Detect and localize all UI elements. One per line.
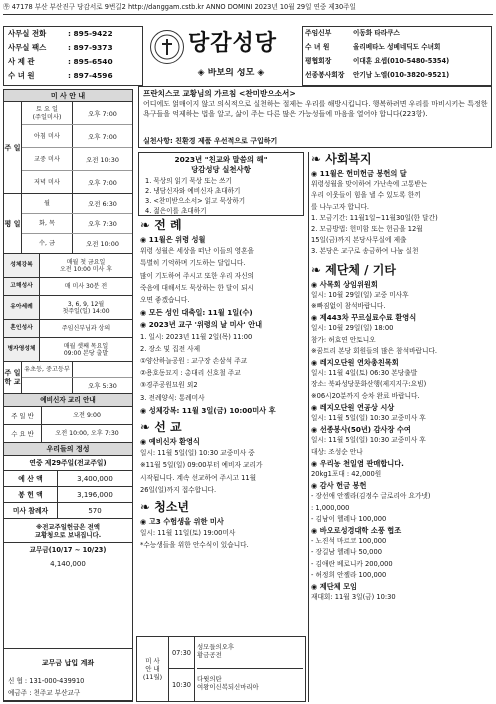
patron-value: 이동화 타라쿠스 [353, 29, 400, 37]
section-line: ◉ 2023년 교구 '위령의 날 미사' 안내 [140, 320, 263, 330]
section-heading: ❧ 전 례 [140, 218, 182, 232]
contact-block [3, 26, 143, 86]
mass-day: 유초등, 중고등부 [24, 366, 70, 374]
section-line: 2. 장소 및 집전 사제 [140, 344, 201, 353]
offering-label: 미사 참례자 [4, 503, 58, 519]
section-line: ◉ 제단체 모임 [311, 582, 357, 591]
title-block [146, 26, 300, 86]
patron-label: 선종봉사회장 [305, 71, 345, 79]
mass-time: 오후 7:00 [72, 171, 132, 194]
offering-subheading: 연중 제29주일(전교주일) [29, 459, 107, 467]
contact-value: : 895-6540 [68, 57, 113, 66]
offering-label: 봉 헌 액 [4, 487, 58, 503]
catechumen-day: 수 요 반 [4, 425, 42, 443]
pope-action: 실천사항: 친환경 제품 우선적으로 구입하기 [143, 137, 278, 145]
header-line: ㉾ 47178 부산 부산진구 당감서로 9번길2 http://danggam.cstb.kr ANNO DOMINI 2023년 10월 29일 연중 제30주일 [3, 3, 493, 15]
practice-item: 2. 냉담신자와 예비신자 초대하기 [145, 187, 241, 195]
section-line: 많이 기도하여 주시고 또한 우리 자신의 [140, 271, 254, 280]
section-line: ◉ 예비신자 환영식 [140, 437, 200, 446]
catechumen-time: 오전 9:00 [73, 412, 101, 419]
mass-other-label: 고해성사 [4, 278, 40, 296]
intention-time: 07:30 [169, 637, 195, 669]
offering-value: 3,400,000 [77, 475, 113, 483]
section-line: ◉ 사목회 상임위원회 [311, 279, 378, 289]
cross-icon [154, 34, 180, 60]
section-line: ◉ 11월은 위령 성월 [140, 235, 206, 244]
mass-day [22, 378, 72, 394]
section-line: 3. 전례양식: 통례미사 [140, 393, 205, 402]
contact-value: : 895-9422 [68, 29, 113, 38]
offering-value: 570 [88, 507, 102, 515]
mass-day: 아침 미사 [34, 132, 60, 140]
offering-value: 3,196,000 [77, 491, 113, 499]
section-line: 위령 성월은 세상을 떠난 이들의 영혼을 [140, 247, 254, 256]
section-line: ◉ 우리농 천일염 판매합니다. [311, 458, 404, 468]
page-title: 당감성당 [188, 31, 278, 56]
section-line: 2. 모금방법: 헌미함 또는 헌금을 12월 [311, 225, 423, 233]
mass-day: 저녁 미사 [34, 178, 60, 186]
intention-time: 10:30 [169, 669, 195, 701]
section-line: - 장길남 헬레나 50,000 [311, 548, 382, 557]
patron-value: 안기남 노엘(010-3820-9521) [353, 71, 450, 79]
section-line: *수능생들을 위한 안수식이 있습니다. [140, 541, 249, 550]
practice-item: 4. 젊은이를 초대하기 [145, 207, 207, 215]
section-line: - 김남이 헬레나 100,000 [311, 514, 387, 523]
section-line: 를 나누고자 합니다. [311, 202, 370, 211]
period-value: 4,140,000 [50, 560, 86, 568]
section-line: ◉ 모든 성인 대축일: 11월 1일(수) [140, 308, 253, 318]
account-heading: 교무금 납입 계좌 [41, 659, 95, 667]
mass-time: 오전 6:30 [72, 194, 132, 214]
section-line: ◉ 고3 수험생을 위한 미사 [140, 517, 224, 526]
mass-other-label: 병자영성체 [4, 338, 40, 362]
offering-note: ※전교주일헌금은 전액 교황청으로 보내집니다. [34, 523, 102, 539]
section-line: 오면 좋겠습니다. [140, 296, 190, 304]
section-heading: ❧ 제단체 / 기타 [311, 262, 396, 277]
section-line: 재대회: 11월 3일(금) 10:30 [311, 593, 396, 602]
section-line: 장소: 북파성당문화산행(제지지구:요빔) [311, 380, 427, 389]
section-line: ◉ 레지오단원 연차총친목회 [311, 358, 399, 367]
section-line: 3. 본당은 교구로 송금하여 나눔 실천 [311, 247, 419, 256]
section-line: ◉ 바오로성경대학 소풍 협조 [311, 526, 402, 535]
mass-other-label: 혼인성사 [4, 320, 40, 338]
mass-other-value: 매월 첫 금요일 오전 10:00 미사 후 [60, 258, 112, 273]
account-box [3, 648, 133, 702]
patron-value: 올리베타노 성베네딕도 수녀회 [353, 43, 441, 51]
section-line: 특별히 기억하며 기도하는 달입니다. [140, 259, 246, 268]
section-line: ◉ 성체강복: 11월 3일(금) 10:00미사 후 [140, 405, 276, 415]
section-line: ③경주공원묘원 외2 [140, 381, 198, 390]
section-line: - 허정희 안젤라 100,000 [311, 570, 387, 579]
mass-other-value: 주임신부님과 상의 [61, 325, 111, 333]
mass-day: 월 [44, 200, 50, 208]
middle-column [138, 218, 306, 702]
section-line: - 노진석 마르코 100,000 [311, 537, 387, 546]
mass-time: 오후 5:30 [72, 378, 132, 394]
section-line: ※빠짐없이 참석바랍니다. [311, 302, 386, 310]
patrons-block [302, 26, 492, 86]
section-line: 26일(일)까지 접수합니다. [140, 485, 217, 494]
section-line: 죽음에 대해서도 묵상하는 한 달이 되시 [140, 283, 254, 292]
offering-label: 예 산 액 [4, 471, 58, 487]
mass-day: 화, 목 [39, 220, 55, 228]
mass-group-label: 주 일 학 교 [4, 362, 22, 394]
section-line: 일시: 11월 5일(일) 10:30 교중미사 중 [140, 449, 255, 458]
mass-time [72, 362, 132, 378]
section-line: 1. 일시: 2023년 11월 2일(목) 11:00 [140, 332, 253, 341]
left-column [3, 89, 133, 701]
section-line: ◉ 제443차 꾸르실료수료 환영식 [311, 313, 417, 323]
mass-time: 오후 7:00 [72, 102, 132, 125]
section-line: 우리 이웃들이 힘을 낼 수 있도록 한끼 [311, 191, 421, 200]
section-heading: ❧ 선 교 [140, 420, 182, 434]
section-line: 일시: 11월 11일(토) 19:00미사 [140, 529, 236, 538]
church-logo [150, 30, 184, 64]
mass-day: 수, 금 [39, 240, 55, 248]
practice-title-2: 당감성당 실천사항 [191, 165, 251, 174]
right-column [308, 152, 492, 702]
period-label: 교무금(10/17 ~ 10/23) [29, 546, 107, 554]
section-line: - 김애란 베로니카 200,000 [311, 559, 393, 568]
section-line: 대상: 조성순 안나 [311, 447, 363, 456]
catechumen-day: 주 일 반 [4, 407, 42, 425]
mass-other-value: 매월 셋째 목요일 09:00 본당 출발 [63, 342, 109, 357]
section-line: ②용호동묘지 : 총대리 신호철 주교 [140, 369, 241, 378]
contact-value: : 897-9373 [68, 43, 113, 52]
practice-item: 3. <찬미받으소서> 읽고 묵상하기 [145, 197, 246, 205]
catechumen-time: 오전 10:00, 오후 7:30 [55, 430, 119, 437]
pope-box [138, 86, 492, 148]
mass-time: 오전 10:00 [72, 234, 132, 254]
section-line: - 장선애 안젤라(김정수 글로리아 요가넷) [311, 492, 431, 501]
intention-box [136, 636, 306, 702]
section-line: 시작됩니다. 계속 선교하여 주시고 11월 [140, 473, 257, 482]
patron-label: 수 녀 원 [305, 43, 330, 51]
practice-item: 1. 묵상의 읽기 묵상 또는 쓰기 [145, 177, 232, 185]
mass-day: 교중 미사 [34, 155, 60, 163]
section-line: 일시: 11월 5일(일) 10:30 교중미사 후 [311, 414, 426, 422]
offering-heading: 우리들의 정성 [4, 443, 132, 456]
mass-heading: 미 사 안 내 [4, 90, 132, 102]
section-heading: ❧ 청소년 [140, 500, 190, 514]
contact-label: 사무실 전화 [8, 29, 47, 38]
section-line: 참가: 허효연 안토니오 [311, 335, 376, 344]
intention-text: 성모들의오후 황금공전 [197, 637, 303, 669]
account-line-2: 예금주 : 천주교 부산교구 [8, 689, 81, 697]
section-line: ※06시20분까지 승차 완료 바랍니다. [311, 391, 420, 400]
section-line: ◉ 선종봉사(50년) 감사장 수여 [311, 425, 411, 435]
section-line: ◉ 11월은 헌미헌금 봉헌의 달 [311, 169, 407, 178]
patron-label: 주임신부 [305, 29, 332, 37]
mass-time: 오전 10:30 [72, 148, 132, 171]
section-line: ※11월 5일(일) 09:00부터 예비자 교리가 [140, 461, 263, 470]
practice-box [138, 152, 304, 216]
account-line-1: 신 협 : 131-000-439910 [8, 677, 85, 685]
section-line: ◉ 레지오단원 연공상 시상 [311, 402, 395, 412]
mass-table [4, 102, 132, 702]
mass-other-label: 성체강복 [4, 254, 40, 278]
patron-value: 이대훈 요셉(010-5480-5354) [353, 57, 450, 65]
mass-day: 토 요 일 (주일미사) [32, 105, 62, 121]
patron-label: 평협회장 [305, 57, 332, 65]
mass-group-label: 주 일 [4, 102, 22, 194]
section-line: 일시: 11월 5일(일) 10:30 교중미사 후 [311, 436, 426, 445]
intention-label: 미 사 안 내 (11월) [137, 637, 169, 701]
section-heading: ❧ 사회복지 [311, 152, 372, 166]
contact-value: : 897-4596 [68, 71, 113, 80]
pope-body: 어디에도 얽매이지 않고 의식적으로 실천하는 절제는 우리를 해방시킵니다. 행복하려면 우리를 마비시키는 특정한 욕구들을 억제하는 법을 알고, 삶이 주는 다른 많은 가능성들에 마음을 열어야 합니다(223항). [143, 100, 488, 118]
catechumen-heading: 예비신자 교리 안내 [4, 394, 132, 407]
contact-label: 사무실 팩스 [8, 43, 47, 52]
section-line: 15일(금)까지 본당사무실에 제출 [311, 236, 407, 245]
section-line: 일시: 11월 4일(토) 06:30 본당출발 [311, 369, 418, 378]
section-line: 20kg1포대 : 42,000원 [311, 470, 382, 478]
section-line: 1. 모금기간: 11월1일~11월30일(한 달간) [311, 213, 438, 222]
section-line: ①양산하늘공원 : 교구장 손삼석 주교 [140, 357, 248, 365]
section-line: 일시: 10월 29일(일) 교중 미사후 [311, 290, 409, 299]
contact-label: 사 제 관 [8, 57, 35, 66]
mass-time: 오후 7:00 [72, 125, 132, 148]
mass-other-value: 3, 6, 9, 12월 첫주일(일) 14:00 [62, 300, 110, 315]
section-line: ◉ 감사 헌금 봉헌 [311, 481, 367, 491]
mass-other-value: 매 미사 30분 전 [64, 283, 108, 291]
section-line: ※꿈트리 본당 회원들의 많은 참석바랍니다. [311, 346, 438, 355]
mass-time: 오후 7:30 [72, 214, 132, 234]
section-line: 위령성월을 맞이하여 가난속에 고통받는 [311, 180, 428, 189]
intention-text: 다윗의탄 여왕이신복되신마리아 [197, 675, 259, 691]
mass-other-label: 유아세례 [4, 296, 40, 320]
mass-group-label: 평 일 [4, 194, 22, 254]
section-line: : 1,000,000 [311, 503, 350, 512]
contact-label: 수 녀 원 [8, 71, 35, 80]
page-subtitle: ◈ 바보의 성모 ◈ [197, 68, 265, 78]
pope-title: 프란치스코 교황님의 가르침 <찬미받으소서> [143, 89, 296, 98]
section-line: 일시: 10월 29일(일) 18:00 [311, 324, 394, 333]
practice-title-1: 2023년 "친교와 말씀의 해" [174, 155, 268, 164]
